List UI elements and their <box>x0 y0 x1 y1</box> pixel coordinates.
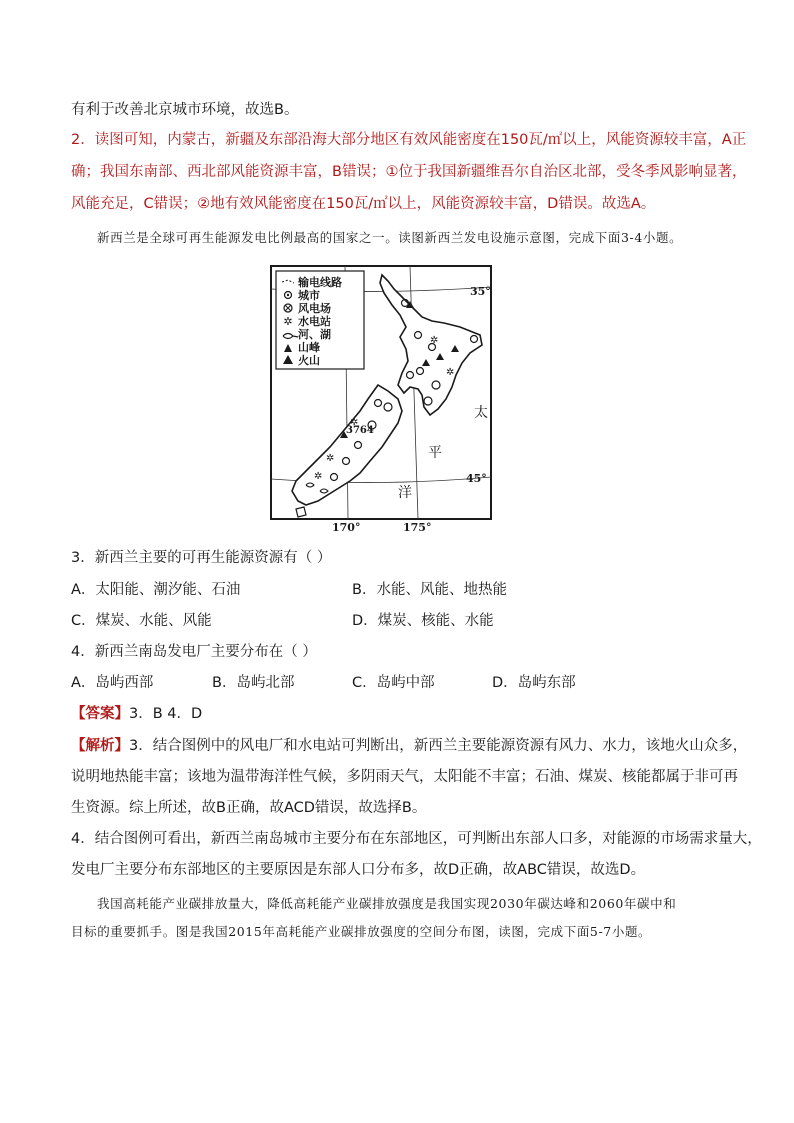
map-svg <box>270 265 492 534</box>
hydro-station-icon: ✲ <box>314 471 323 482</box>
intro-carbon-line1: 我国高耗能产业碳排放量大，降低高耗能产业碳排放强度是我国实现2030年碳达峰和2060年碳中和 <box>97 896 677 911</box>
hydro-station-icon: ✲ <box>283 315 293 328</box>
question-3-option-b: B．水能、风能、地热能 <box>352 582 507 598</box>
answer-text: 3．B 4．D <box>129 706 203 722</box>
question-4-option-a: A．岛屿西部 <box>71 675 154 691</box>
question-4-option-d: D．岛屿东部 <box>492 675 576 691</box>
lat-label-35: 35° <box>470 285 491 298</box>
legend-label-river-lake: 河、湖 <box>298 328 331 341</box>
analysis-line1 <box>71 736 747 756</box>
question-4-option-c: C．岛屿中部 <box>352 675 435 691</box>
hydro-station-icon: ✲ <box>350 417 359 428</box>
question-3-option-a: A．太阳能、潮汐能、石油 <box>71 582 241 598</box>
intro-carbon-line2: 目标的重要抓手。图是我国2015年高耗能产业碳排放强度的空间分布图，读图，完成下面5-7小题。 <box>71 924 652 939</box>
lon-label-170: 170° <box>332 521 361 534</box>
question-3-stem: 3．新西兰主要的可再生能源资源有（ ） <box>71 550 332 566</box>
hydro-station-icon: ✲ <box>326 453 335 464</box>
legend-label-peak: 山峰 <box>298 341 320 354</box>
answer-q2-line3-c: ，D错误。故选A。 <box>532 196 656 212</box>
lon-label-175: 175° <box>403 521 432 534</box>
answer-q2-line2 <box>71 162 746 182</box>
hydro-station-icon: ✲ <box>430 335 439 346</box>
answer-q2-line3 <box>71 194 655 214</box>
question-3-option-c: C．煤炭、水能、风能 <box>71 613 212 629</box>
analysis-line2: 说明地热能丰富；该地为温带海洋性气候，多阴雨天气，太阳能不丰富；石油、煤炭、核能都属于非可再 <box>71 769 738 785</box>
question-3-option-d: D．煤炭、核能、水能 <box>352 613 494 629</box>
intro-new-zealand: 新西兰是全球可再生能源发电比例最高的国家之一。读图新西兰发电设施示意图，完成下面3-4小题。 <box>97 230 683 245</box>
hydro-station-icon: ✲ <box>446 367 455 378</box>
city-icon-dot <box>287 294 289 296</box>
answer-tag: 【答案】 <box>71 706 129 722</box>
answer-q2-line1: 2．读图可知，内蒙古，新疆及东部沿海大部分地区有效风能密度在150瓦/㎡以上，风能资源较丰富，A正 <box>71 132 747 148</box>
answer-line <box>71 704 202 724</box>
analysis-line1-text: 3．结合图例中的风电厂和水电站可判断出，新西兰主要能源资源有风力、水力，该地火山众多， <box>129 738 748 754</box>
question-4-stem: 4．新西兰南岛发电厂主要分布在（ ） <box>71 644 317 660</box>
stewart-island <box>296 507 306 517</box>
ocean-label-yang: 洋 <box>398 485 412 501</box>
lat-label-45: 45° <box>466 472 487 485</box>
answer-q2-line3-a: 风能充足，C错误；②地有效风能密度在150瓦/㎡以上， <box>71 196 432 212</box>
analysis-line5: 发电厂主要分布东部地区的主要原因是东部人口分布多，故D正确，故ABC错误，故选D。 <box>71 862 646 878</box>
legend-label-wind-farm: 风电场 <box>298 302 331 315</box>
analysis-line3: 生资源。综上所述，故B正确，故ACD错误，故选择B。 <box>71 800 427 816</box>
ocean-label-tai: 太 <box>474 405 488 421</box>
answer-q2-line3-b: 风能资源较丰富 <box>431 196 533 212</box>
legend-label-power-line: 输电线路 <box>298 276 342 289</box>
question-4-option-b: B．岛屿北部 <box>212 675 295 691</box>
analysis-line4: 4．结合图例可看出，新西兰南岛城市主要分布在东部地区，可判断出东部人口多，对能源的市场需求量大， <box>71 831 762 847</box>
legend-label-city: 城市 <box>298 289 320 302</box>
legend-label-hydro: 水电站 <box>298 315 331 328</box>
analysis-tag: 【解析】 <box>71 738 129 754</box>
legend-label-volcano: 火山 <box>298 354 320 367</box>
new-zealand-map <box>270 265 492 534</box>
text-line: 有利于改善北京城市环境，故选B。 <box>71 102 299 118</box>
answer-q2-line2-text: 确；我国东南部、西北部风能资源丰富，B错误；①位于我国新疆维吾尔自治区北部，受冬季风影响显著， <box>71 164 747 180</box>
ocean-label-ping: 平 <box>428 445 442 461</box>
peak-height-label: 3764 <box>346 425 374 436</box>
